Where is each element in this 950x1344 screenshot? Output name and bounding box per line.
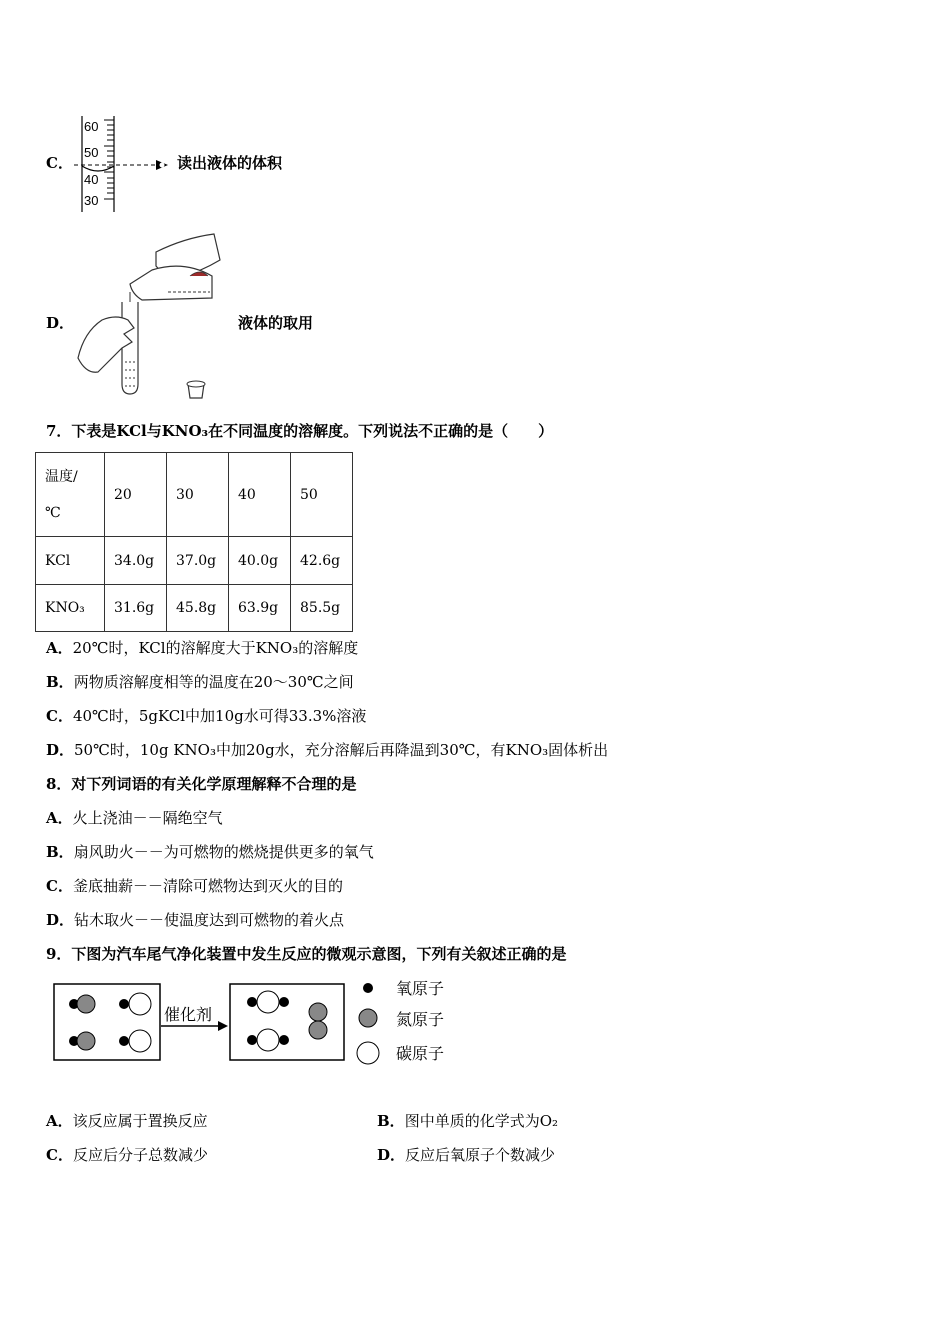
q9-option-d[interactable]: [377, 1144, 555, 1165]
q9-option-c[interactable]: [46, 1144, 208, 1165]
option-c-text: 读出液体的体积: [177, 154, 283, 172]
option-c-label: C．: [46, 154, 73, 172]
solubility-table: [35, 452, 353, 632]
option-d-text: 液体的取用: [238, 314, 314, 332]
q7-option-c[interactable]: [46, 705, 366, 726]
tick-label: 50: [84, 145, 99, 160]
option-label: D．: [46, 741, 75, 759]
liquid-pouring-figure: [72, 232, 232, 402]
table-cell: 40.0g: [229, 537, 291, 585]
catalyst-label: 催化剂: [164, 1007, 213, 1024]
option-text: 火上浇油－－隔绝空气: [72, 809, 223, 827]
option-label: C．: [46, 877, 73, 895]
option-label: A．: [46, 1112, 73, 1130]
table-cell: 34.0g: [105, 537, 167, 585]
legend-oxygen: 氧原子: [396, 981, 445, 998]
option-label: B．: [377, 1112, 405, 1130]
table-row: [36, 537, 353, 585]
header-unit: ℃: [45, 504, 61, 521]
option-label: B．: [46, 843, 74, 861]
question-9-stem: 9．下图为汽车尾气净化装置中发生反应的微观示意图，下列有关叙述正确的是: [46, 945, 567, 963]
option-text: 釜底抽薪－－清除可燃物达到灭火的目的: [72, 877, 343, 895]
option-text: 扇风助火－－为可燃物的燃烧提供更多的氧气: [73, 843, 374, 861]
q8-option-a[interactable]: [46, 807, 223, 828]
table-cell: 63.9g: [229, 585, 291, 632]
table-cell: 37.0g: [167, 537, 229, 585]
nitrogen-atom-legend-icon: [359, 1009, 377, 1027]
table-cell: 20: [105, 453, 167, 537]
table-row: [36, 453, 353, 537]
q8-option-d[interactable]: [46, 909, 344, 930]
arrow-head: [218, 1021, 228, 1031]
tick-label: 40: [84, 172, 99, 187]
table-cell: 85.5g: [291, 585, 353, 632]
carbon-atom-legend-icon: [357, 1042, 379, 1064]
q7-option-b[interactable]: [46, 671, 354, 692]
option-label: A．: [46, 639, 73, 657]
q8-option-b[interactable]: [46, 841, 374, 862]
option-d-label: D．: [46, 314, 75, 332]
table-cell: KNO₃: [36, 585, 105, 632]
oxygen-atom-legend-icon: [363, 983, 373, 993]
q9-option-b[interactable]: [377, 1110, 558, 1131]
table-cell: 31.6g: [105, 585, 167, 632]
table-cell: 30: [167, 453, 229, 537]
products-box: [230, 984, 344, 1060]
legend-nitrogen: 氮原子: [396, 1012, 445, 1029]
question-8-stem: 8．对下列词语的有关化学原理解释不合理的是: [46, 775, 357, 793]
table-header-cell: [36, 453, 105, 537]
option-text: 40℃时，5gKCl中加10g水可得33.3%溶液: [72, 707, 367, 725]
legend-carbon: 碳原子: [396, 1046, 445, 1063]
option-text: 两物质溶解度相等的温度在20～30℃之间: [73, 673, 354, 691]
option-label: D．: [377, 1146, 406, 1164]
option-text: 图中单质的化学式为O₂: [404, 1112, 558, 1130]
q7-option-d[interactable]: [46, 739, 608, 760]
question-7-stem: 7．下表是KCl与KNO₃在不同温度的溶解度。下列说法不正确的是（ ）: [46, 422, 554, 440]
option-text: 反应后分子总数减少: [72, 1146, 208, 1164]
table-cell: 45.8g: [167, 585, 229, 632]
table-cell: 42.6g: [291, 537, 353, 585]
option-text: 50℃时，10g KNO₃中加20g水，充分溶解后再降温到30℃，有KNO₃固体析出: [74, 741, 609, 759]
q7-option-a[interactable]: [46, 637, 358, 658]
q8-option-c[interactable]: [46, 875, 343, 896]
option-label: A．: [46, 809, 73, 827]
reaction-diagram: [50, 978, 470, 1070]
test-tube: [122, 302, 138, 394]
reagent-bottle: [130, 266, 212, 300]
option-text: 钻木取火－－使温度达到可燃物的着火点: [74, 911, 345, 929]
option-label: C．: [46, 1146, 73, 1164]
header-temperature: 温度/: [45, 468, 78, 485]
table-row: [36, 585, 353, 632]
option-text: 20℃时，KCl的溶解度大于KNO₃的溶解度: [72, 639, 359, 657]
table-cell: 40: [229, 453, 291, 537]
option-label: D．: [46, 911, 75, 929]
option-text: 该反应属于置换反应: [72, 1112, 208, 1130]
tick-label: 60: [84, 119, 99, 134]
option-label: B．: [46, 673, 74, 691]
option-label: C．: [46, 707, 73, 725]
option-text: 反应后氧原子个数减少: [405, 1146, 556, 1164]
graduated-cylinder-figure: [72, 112, 182, 216]
table-cell: KCl: [36, 537, 105, 585]
tick-label: 30: [84, 193, 99, 208]
table-cell: 50: [291, 453, 353, 537]
q9-option-a[interactable]: [46, 1110, 208, 1131]
